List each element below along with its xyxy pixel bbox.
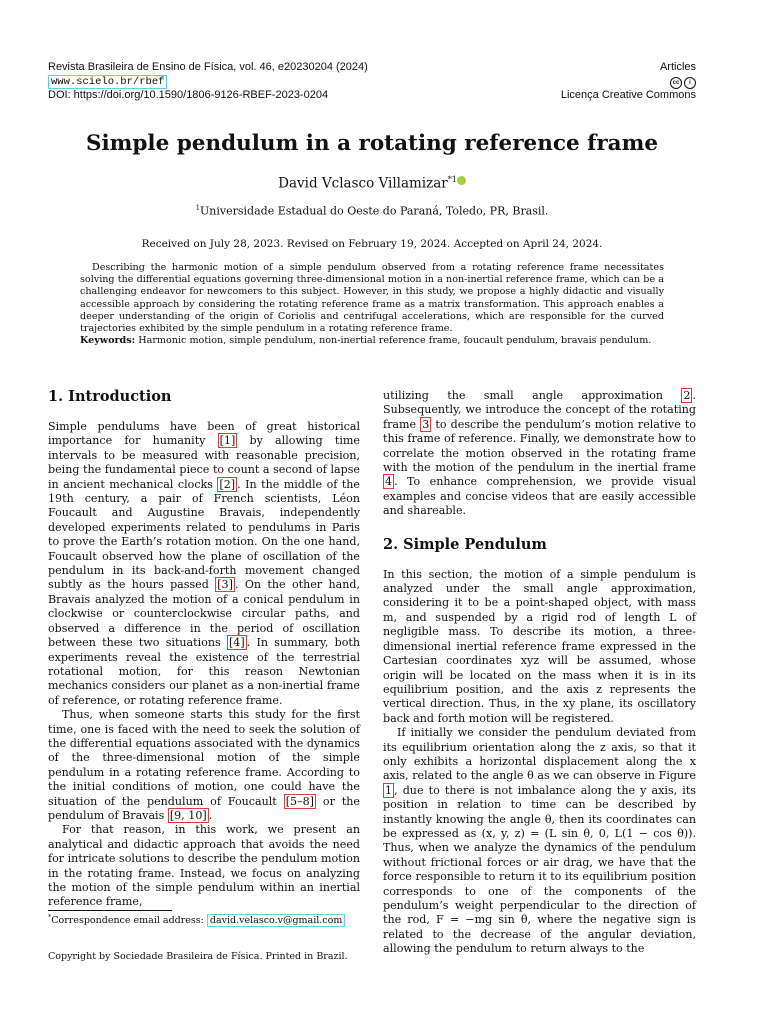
affiliation-mark: 1: [195, 204, 201, 212]
section-link[interactable]: 4: [385, 475, 393, 489]
orcid-icon[interactable]: [457, 176, 466, 185]
license-icons[interactable]: [670, 77, 696, 89]
pendulum-paragraph-1: In this section, the motion of a simple pendulum is analyzed under the small angle approximation, considering it to be a point-shaped object, with mass m, and suspended by a rigid rod of length L of negligible mass. To describe its motion, a three-dimensional inertial reference frame expressed in the Cartesian coordinates xyz will be assumed, whose origin will be located on the mass when it is in its equilibrium position, and the axis z represents the vertical direction. Thus, in the xy plane, its oscillatory back and forth motion will be registered.: [383, 567, 696, 725]
section-link[interactable]: 2: [683, 389, 691, 402]
paper-title: Simple pendulum in a rotating reference frame: [85, 131, 659, 156]
intro-paragraph-4: utilizing the small angle approximation 2 . Subsequently, we introduce the concept of the rotating frame 3 to describe the pendulum’s motion relative to this frame of reference. Finally, we demonstrate how to correlate the motion observed in the rotating frame with the motion of the pendulum in the inertial frame 4 . To enhance comprehension, we provide visual examples and concise videos that are easily accessible and shareable.: [383, 389, 697, 518]
cc-icon: cc: [670, 77, 682, 89]
footnote: [48, 913, 345, 926]
section-link[interactable]: 3: [422, 417, 430, 431]
affiliation: [0, 204, 744, 218]
keywords-text: Harmonic motion, simple pendulum, non-inertial reference frame, foucault pendulum, bravais pendulum.: [138, 335, 652, 347]
footnote-label: Correspondence email address:: [51, 915, 207, 927]
affiliation-text: Universidade Estadual do Oeste do Paraná, Toledo, PR, Brasil.: [200, 204, 549, 218]
citation-link[interactable]: [1]: [219, 434, 236, 448]
doi-link[interactable]: DOI: https://doi.org/10.1590/1806-9126-RBEF-2023-0204: [48, 89, 329, 101]
footnote-rule: [48, 910, 172, 911]
author-marks: *1: [447, 175, 457, 184]
citation-link[interactable]: [4]: [228, 636, 245, 650]
email-link[interactable]: david.velasco.v@gmail.com: [207, 914, 345, 927]
author-name: David Vclasco Villamizar: [278, 175, 448, 192]
pendulum-paragraph-2: If initially we consider the pendulum deviated from its equilibrium orientation along the z axis, so that it only exhibits a horizontal displacement along the x axis, related to the angle θ as we can observe in Figure 1 , due to there is not imbalance along the y axis, its position in relation to time can be described by instantly knowing the angle θ, then its coordinates can be expressed as (x, y, z) = (L sin θ, 0, L(1 − cos θ)). Thus, when we analyze the dynamics of the pendulum without frictional forces or air drag, we have that the force responsible to return it to its equilibrium position corresponds to one of the components of the pendulum’s weight perpendicular to the direction of the rod, F = −mg sin θ, where the negative sign is related to the decrease of the angular deviation, allowing the pendulum to return always to the: [383, 726, 696, 956]
footnote-mark: *: [48, 913, 52, 921]
citation-link[interactable]: [9, 10]: [169, 808, 207, 822]
section-heading-simple-pendulum: 2. Simple Pendulum: [383, 535, 547, 553]
license-link[interactable]: Licença Creative Commons: [560, 88, 696, 101]
keywords-label: Keywords:: [80, 335, 136, 347]
intro-paragraph-2: Thus, when someone starts this study for the first time, one is faced with the need to seek the solution of the differential equations associated with the dynamics of the three-dimensional motion of the simple pendulum in a rotating reference frame. According to the initial conditions of motion, one could have the situation of the pendulum of Foucault [5–8] or the pendulum of Bravais [9, 10] .: [48, 708, 360, 822]
journal-site-link[interactable]: www.scielo.br/rbef: [48, 75, 167, 89]
citation-link[interactable]: [2]: [219, 477, 236, 491]
keywords: [80, 335, 664, 347]
figure-link[interactable]: 1: [385, 783, 393, 797]
intro-paragraph-3: For that reason, in this work, we present an analytical and didactic approach that avoids the need for intricate solutions to describe the pendulum motion in the rotating frame. Instead, we focus on analyzing the motion of the simple pendulum within an inertial reference frame,: [48, 823, 360, 909]
citation-link[interactable]: [5–8]: [285, 794, 315, 808]
section-label: Articles: [659, 61, 696, 73]
author-line: [0, 175, 744, 192]
article-type-header: [561, 61, 696, 102]
right-column: [383, 389, 696, 957]
section-heading-introduction: 1. Introduction: [48, 388, 172, 405]
intro-paragraph-1: Simple pendulums have been of great historical importance for humanity [1] by allowing time intervals to be measured with reasonable precision, being the fundamental piece to count a second of lapse in ancient mechanical clocks [2] . In the middle of the 19th century, a pair of French scientists, Léon Foucault and Augustine Bravais, independently developed experiments related to pendulums in Paris to prove the Earth’s rotation motion. On the one hand, Foucault observed how the plane of oscillation of the pendulum in its back-and-forth movement changed subtly as the hours passed [3] . On the other hand, Bravais analyzed the motion of a conical pendulum in clockwise or counterclockwise circular paths, and observed a difference in the period of oscillation between these two situations [4] . In summary, both experiments reveal the existence of the terrestrial rotational motion, for this reason Newtonian mechanics considers our planet as a non-inertial frame of reference, or rotating reference frame.: [48, 420, 360, 707]
citation-link[interactable]: [3]: [217, 578, 233, 592]
received-dates: Received on July 28, 2023. Revised on February 19, 2024. Accepted on April 24, 2024.: [141, 238, 603, 250]
left-column: [48, 388, 360, 910]
journal-citation: Revista Brasileira de Ensino de Física, vol. 46, e20230204 (2024): [48, 61, 368, 73]
copyright-notice: Copyright by Sociedade Brasileira de Física. Printed in Brazil.: [48, 951, 348, 962]
abstract: [80, 262, 664, 347]
journal-header: [48, 61, 368, 103]
abstract-text: Describing the harmonic motion of a simple pendulum observed from a rotating reference frame necessitates solving the differential equations governing three-dimensional motion in a non-inertial reference frame, which can be a challenging endeavor for newcomers to this subject. However, in this study, we propose a highly didactic and visually accessible approach by considering the rotating reference frame as a matrix transformation. This approach enables a deeper understanding of the origin of Coriolis and centrifugal accelerations, which are responsible for the curved trajectories exhibited by the simple pendulum in a rotating reference frame.: [80, 262, 664, 335]
by-icon: i: [684, 77, 696, 89]
